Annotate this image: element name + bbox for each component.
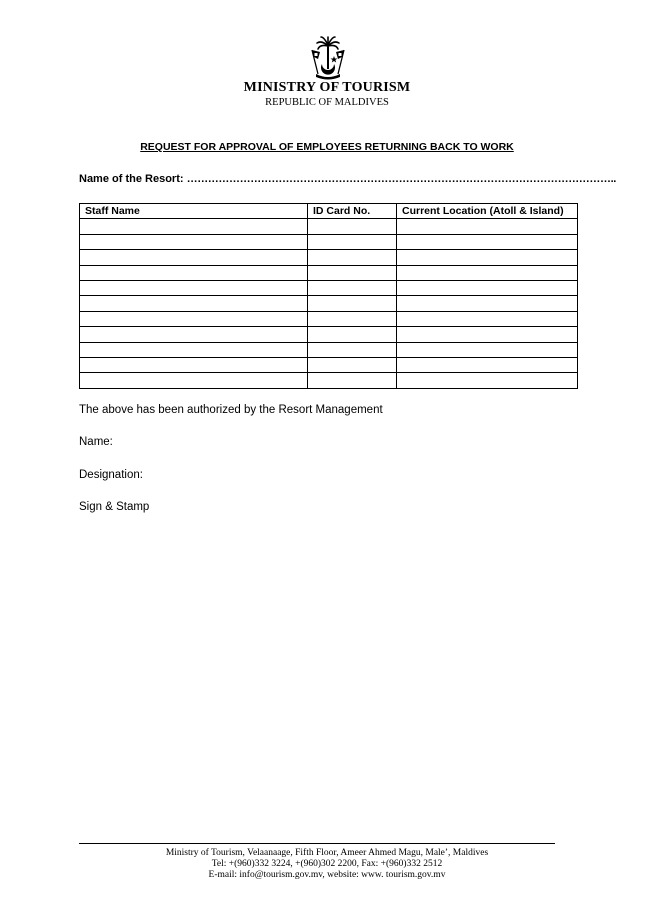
table-row bbox=[80, 219, 578, 234]
location-cell[interactable] bbox=[397, 280, 578, 295]
table-header-row bbox=[80, 204, 578, 219]
ministry-name: MINISTRY OF TOURISM bbox=[243, 80, 411, 95]
footer-contact: E-mail: info@tourism.gov.mv, website: www. tourism.gov.mv bbox=[208, 870, 446, 880]
staff-name-cell[interactable] bbox=[80, 250, 308, 265]
location-cell[interactable] bbox=[397, 357, 578, 372]
resort-name-label: Name of the Resort: bbox=[79, 173, 184, 185]
id-card-cell[interactable] bbox=[308, 342, 397, 357]
id-card-cell[interactable] bbox=[308, 265, 397, 280]
staff-name-cell[interactable] bbox=[80, 327, 308, 342]
location-cell[interactable] bbox=[397, 342, 578, 357]
location-cell[interactable] bbox=[397, 296, 578, 311]
staff-name-cell[interactable] bbox=[80, 342, 308, 357]
name-label: Name: bbox=[79, 436, 113, 448]
table-row bbox=[80, 234, 578, 249]
staff-name-cell[interactable] bbox=[80, 373, 308, 388]
staff-name-cell[interactable] bbox=[80, 219, 308, 234]
sign-stamp-label: Sign & Stamp bbox=[79, 501, 150, 513]
table-row bbox=[80, 296, 578, 311]
id-card-cell[interactable] bbox=[308, 280, 397, 295]
table-row bbox=[80, 373, 578, 388]
table-row bbox=[80, 250, 578, 265]
table-row bbox=[80, 311, 578, 326]
republic-name: REPUBLIC OF MALDIVES bbox=[265, 97, 389, 108]
footer-phone: Tel: +(960)332 3224, +(960)302 2200, Fax: +(960)332 2512 bbox=[211, 859, 443, 869]
column-header-staff-name: Staff Name bbox=[80, 204, 308, 219]
location-cell[interactable] bbox=[397, 265, 578, 280]
resort-name-line bbox=[79, 173, 616, 185]
location-cell[interactable] bbox=[397, 250, 578, 265]
id-card-cell[interactable] bbox=[308, 357, 397, 372]
footer-divider bbox=[79, 843, 555, 844]
id-card-cell[interactable] bbox=[308, 311, 397, 326]
location-cell[interactable] bbox=[397, 373, 578, 388]
staff-name-cell[interactable] bbox=[80, 357, 308, 372]
form-title: REQUEST FOR APPROVAL OF EMPLOYEES RETURNING BACK TO WORK bbox=[140, 141, 514, 153]
id-card-cell[interactable] bbox=[308, 234, 397, 249]
location-cell[interactable] bbox=[397, 327, 578, 342]
location-cell[interactable] bbox=[397, 219, 578, 234]
column-header-id-card: ID Card No. bbox=[308, 204, 397, 219]
footer-address: Ministry of Tourism, Velaanaage, Fifth Floor, Ameer Ahmed Magu, Male’, Maldives bbox=[165, 848, 489, 858]
resort-name-field[interactable]: ………………………………………………………………………………………………………….. bbox=[186, 173, 616, 185]
table-row bbox=[80, 357, 578, 372]
staff-name-cell[interactable] bbox=[80, 280, 308, 295]
staff-name-cell[interactable] bbox=[80, 296, 308, 311]
table-row bbox=[80, 265, 578, 280]
staff-table-body bbox=[80, 219, 578, 388]
authorization-statement: The above has been authorized by the Resort Management bbox=[79, 404, 383, 416]
designation-label: Designation: bbox=[79, 469, 143, 481]
staff-name-cell[interactable] bbox=[80, 311, 308, 326]
table-row bbox=[80, 342, 578, 357]
table-row bbox=[80, 280, 578, 295]
id-card-cell[interactable] bbox=[308, 250, 397, 265]
table-row bbox=[80, 327, 578, 342]
column-header-location: Current Location (Atoll & Island) bbox=[397, 204, 578, 219]
id-card-cell[interactable] bbox=[308, 219, 397, 234]
staff-name-cell[interactable] bbox=[80, 234, 308, 249]
id-card-cell[interactable] bbox=[308, 327, 397, 342]
id-card-cell[interactable] bbox=[308, 296, 397, 311]
staff-table bbox=[79, 203, 578, 389]
maldives-emblem-icon bbox=[306, 34, 350, 80]
location-cell[interactable] bbox=[397, 234, 578, 249]
id-card-cell[interactable] bbox=[308, 373, 397, 388]
location-cell[interactable] bbox=[397, 311, 578, 326]
staff-name-cell[interactable] bbox=[80, 265, 308, 280]
